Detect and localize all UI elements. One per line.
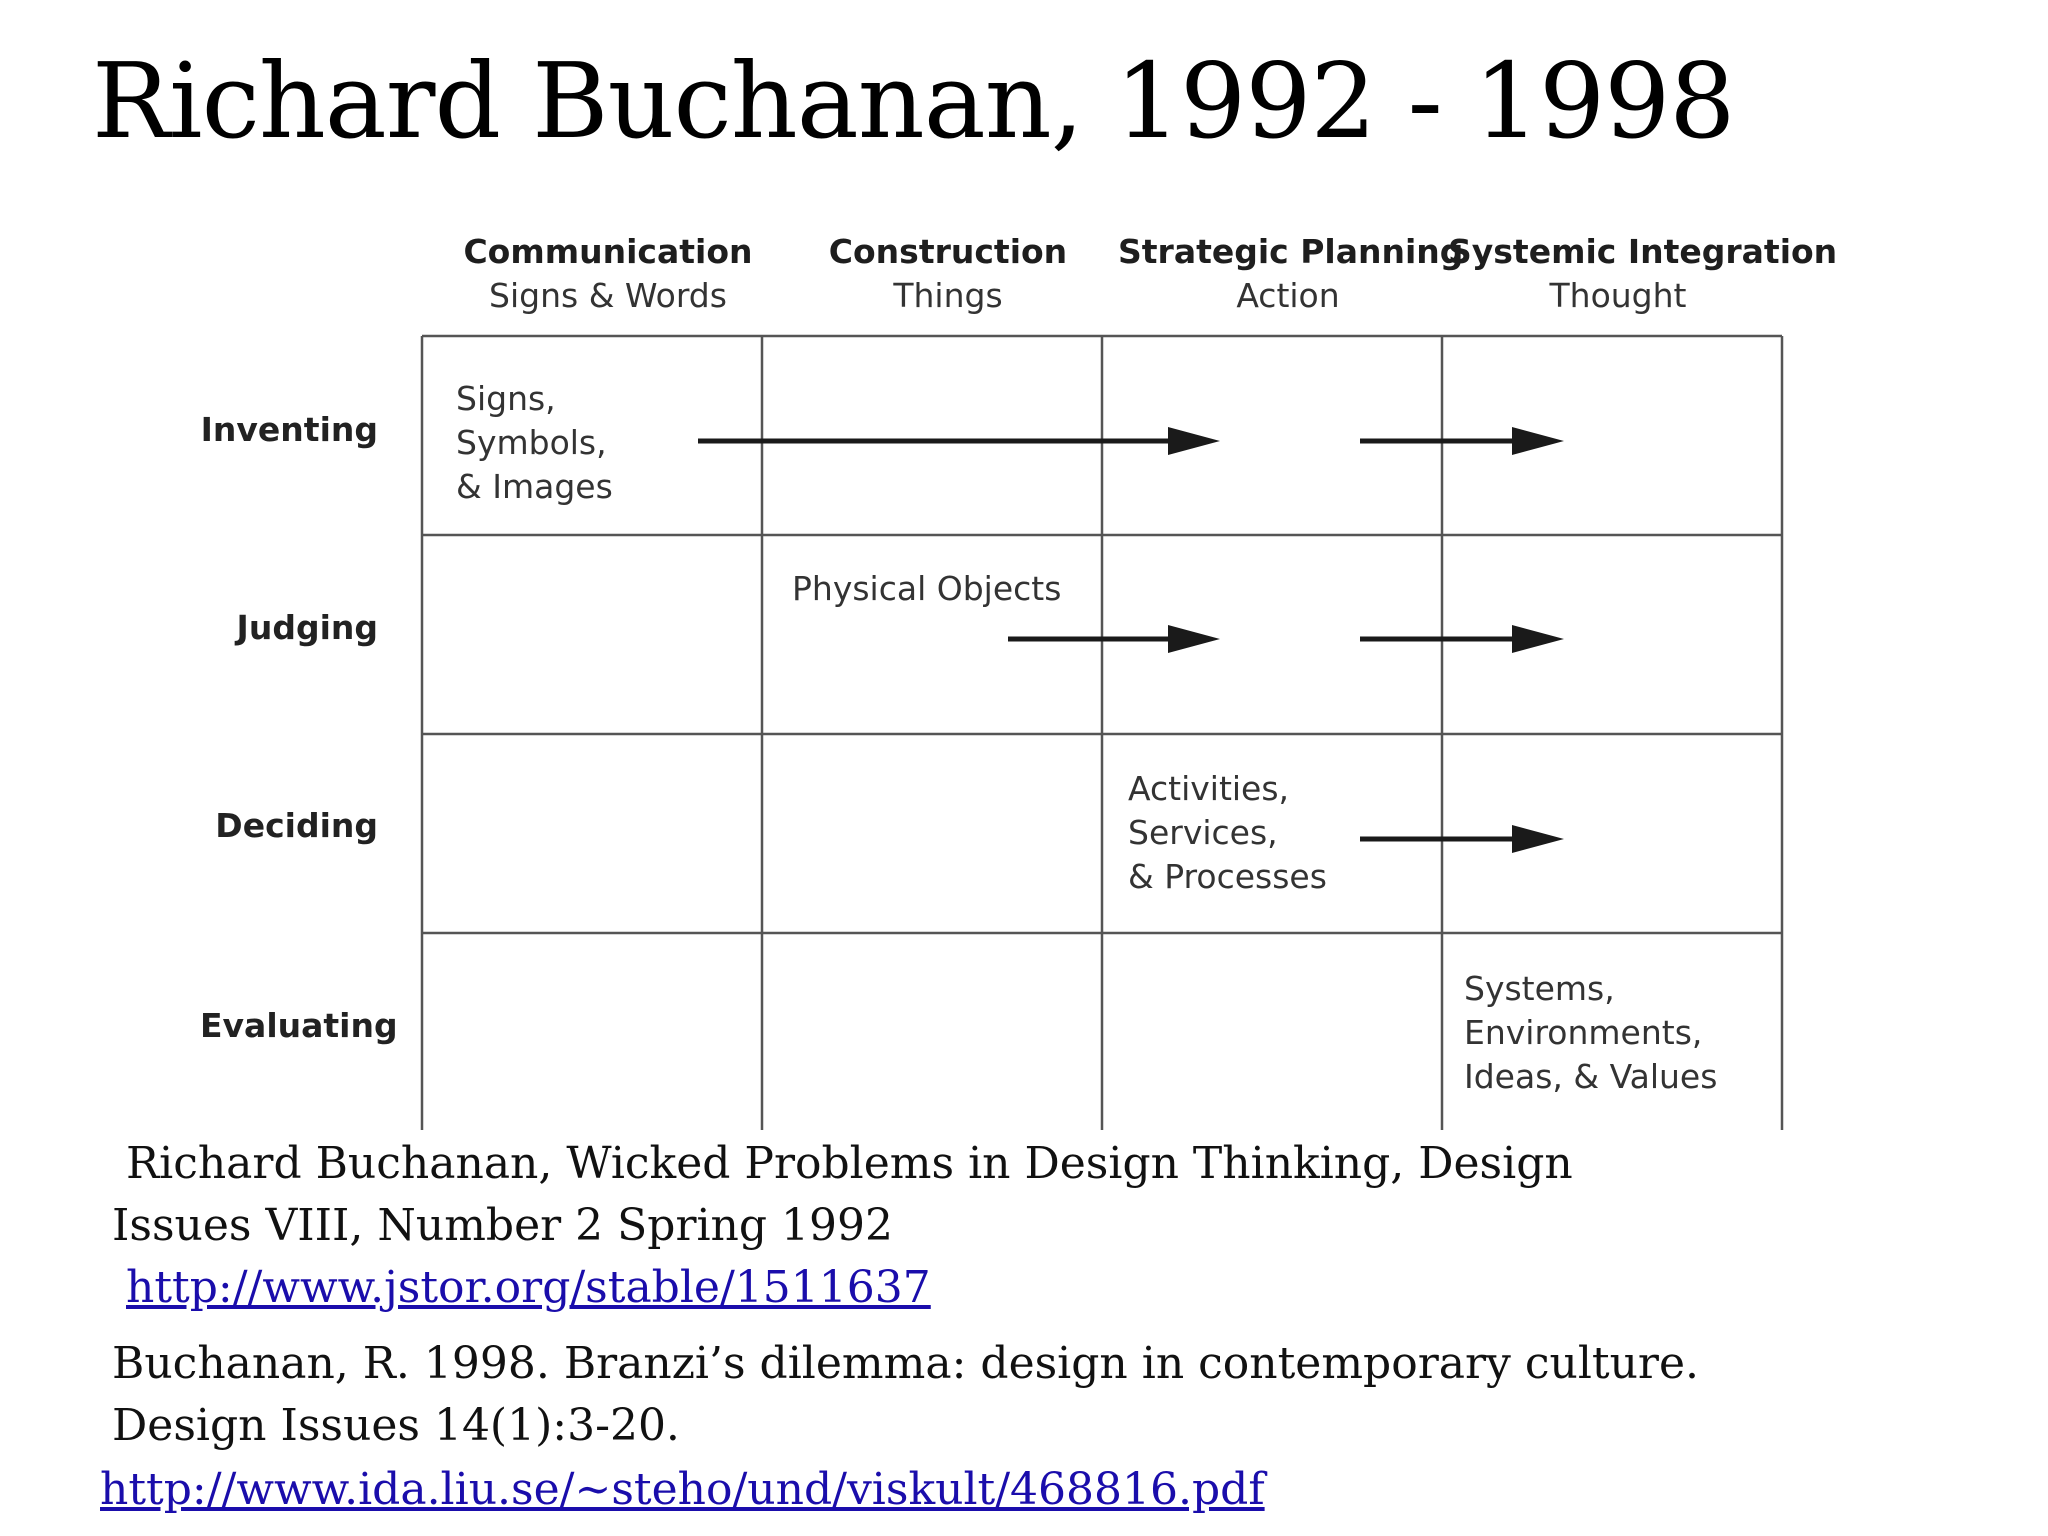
column-subheading: Thought [1549,276,1687,315]
row-header-deciding: Deciding [215,806,378,845]
cell-label-line: & Images [456,467,613,506]
reference-1-line-1: Richard Buchanan, Wicked Problems in Design Thinking, Design [126,1138,1573,1189]
design-domains-diagram [200,210,1840,1130]
arrow-head-icon [1512,825,1564,853]
cell-label-line: Systems, [1464,969,1615,1008]
cell-label-signs-symbols-images [456,377,613,509]
cell-label-line: Signs, [456,379,556,418]
column-heading: Construction [828,232,1068,271]
arrow-head-icon [1512,625,1564,653]
arrow-head-icon [1168,427,1220,455]
cell-label-line: Symbols, [456,423,607,462]
row-header-judging: Judging [236,608,378,647]
cell-label-line: Ideas, & Values [1464,1057,1718,1096]
column-heading: Systemic Integration [1448,232,1838,271]
cell-label-physical-objects [792,567,1061,611]
cell-label-systems-environments-ideas-values [1464,967,1717,1099]
row-header-evaluating: Evaluating [200,1006,398,1045]
slide-title: Richard Buchanan, 1992 - 1998 [92,40,1735,162]
cell-label-line: Services, [1128,813,1278,852]
column-subheading: Signs & Words [489,276,727,315]
cell-label-line: Environments, [1464,1013,1703,1052]
arrow-head-icon [1168,625,1220,653]
reference-2-link[interactable]: http://www.ida.liu.se/~steho/und/viskult/468816.pdf [100,1464,1265,1515]
cell-label-line: & Processes [1128,857,1327,896]
cell-label-line: Activities, [1128,769,1290,808]
column-subheading: Action [1236,276,1340,315]
reference-2-line-1: Buchanan, R. 1998. Branzi’s dilemma: design in contemporary culture. [112,1338,1699,1389]
column-heading: Communication [463,232,753,271]
cell-label-activities-services-processes [1128,767,1327,899]
column-subheading: Things [893,276,1003,315]
cell-label-line: Physical Objects [792,569,1062,608]
arrow-head-icon [1512,427,1564,455]
column-heading: Strategic Planning [1118,232,1464,271]
reference-1-line-2: Issues VIII, Number 2 Spring 1992 [112,1200,894,1251]
reference-1-link[interactable]: http://www.jstor.org/stable/1511637 [126,1262,931,1313]
row-header-inventing: Inventing [200,410,378,449]
reference-2-line-2: Design Issues 14(1):3-20. [112,1400,680,1451]
